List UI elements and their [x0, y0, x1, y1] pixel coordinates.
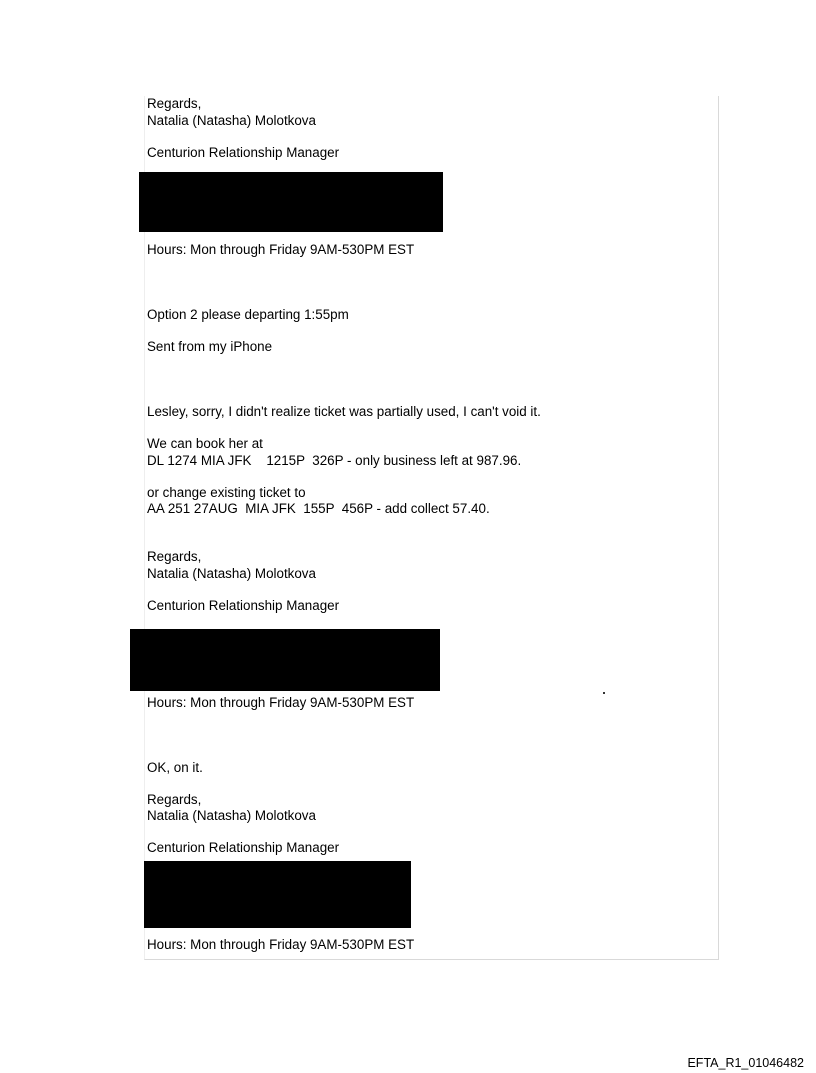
signature-name-3: Natalia (Natasha) Molotkova: [147, 808, 316, 823]
redaction-block-3: [144, 861, 411, 928]
apology-text: Lesley, sorry, I didn't realize ticket was partially used, I can't void it.: [147, 404, 541, 419]
regards-text-3: Regards,: [147, 792, 202, 807]
signature-hours-2: Hours: Mon through Friday 9AM-530PM EST: [147, 695, 415, 710]
signature-hours-1: Hours: Mon through Friday 9AM-530PM EST: [147, 242, 415, 257]
regards-text-2: Regards,: [147, 549, 202, 564]
book-intro-text: We can book her at: [147, 436, 263, 451]
sent-from-iphone-text: Sent from my iPhone: [147, 339, 273, 354]
signature-title-1: Centurion Relationship Manager: [147, 145, 340, 160]
ok-on-it-text: OK, on it.: [147, 760, 203, 775]
signature-name-2: Natalia (Natasha) Molotkova: [147, 566, 316, 581]
redaction-block-1: [139, 172, 443, 232]
signature-name-1: Natalia (Natasha) Molotkova: [147, 113, 316, 128]
signature-title-3: Centurion Relationship Manager: [147, 840, 340, 855]
signature-title-2: Centurion Relationship Manager: [147, 598, 340, 613]
stray-dot: [603, 692, 605, 694]
regards-text-1: Regards,: [147, 96, 202, 111]
redaction-block-2: [130, 629, 440, 691]
change-intro-text: or change existing ticket to: [147, 485, 306, 500]
signature-hours-3: Hours: Mon through Friday 9AM-530PM EST: [147, 937, 415, 952]
document-id: EFTA_R1_01046482: [687, 1056, 804, 1070]
flight-option-dl: DL 1274 MIA JFK 1215P 326P - only business left at 987.96.: [147, 453, 522, 468]
option-reply-text: Option 2 please departing 1:55pm: [147, 307, 349, 322]
flight-option-aa: AA 251 27AUG MIA JFK 155P 456P - add collect 57.40.: [147, 501, 490, 516]
